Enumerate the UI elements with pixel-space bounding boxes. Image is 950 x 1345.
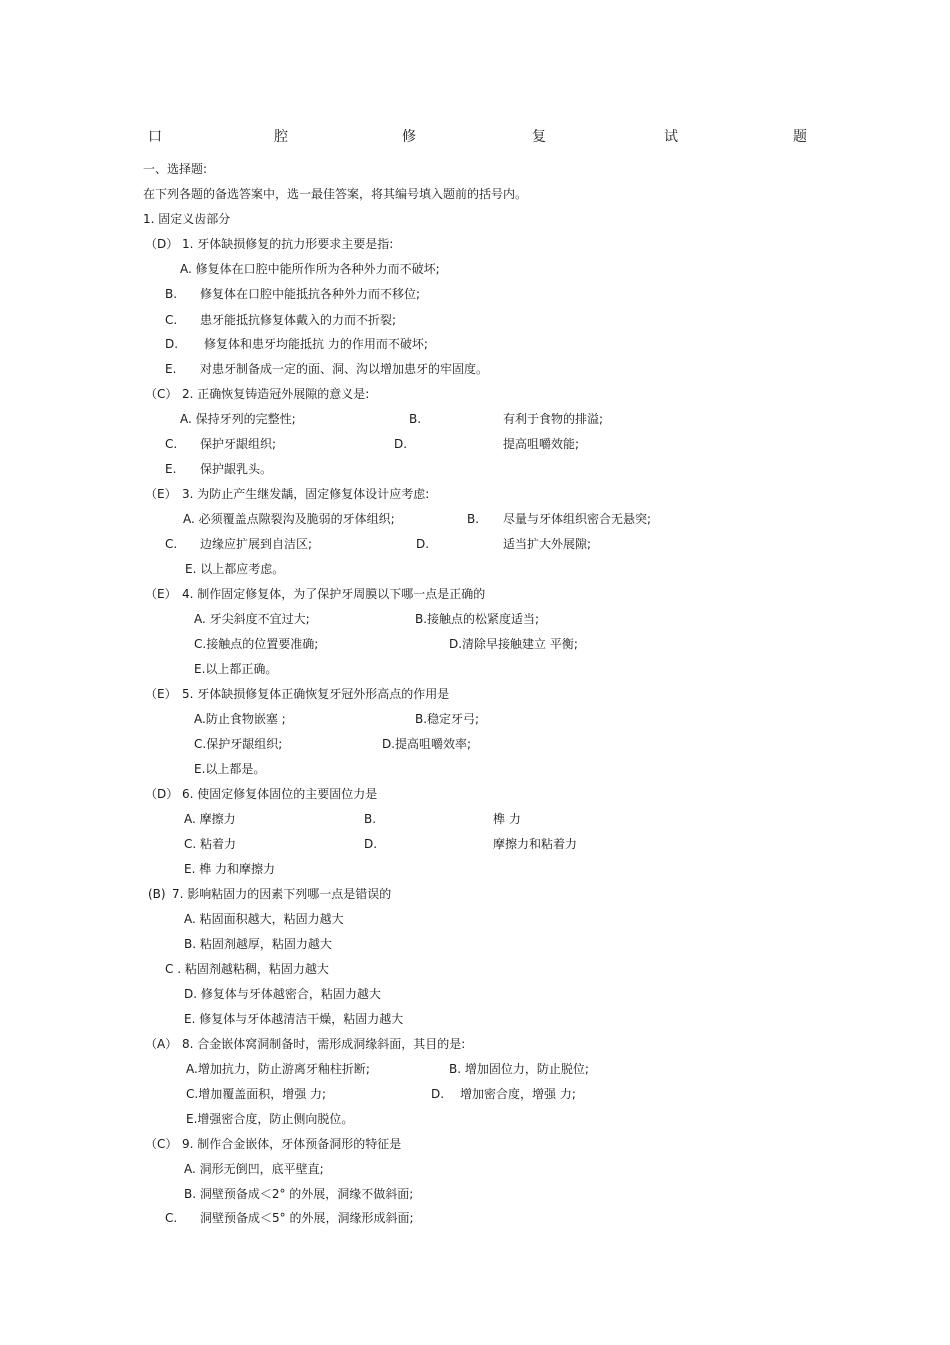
section-heading: 一、选择题: [143, 162, 208, 176]
document-title [148, 126, 808, 144]
title-char: 口 [148, 129, 162, 145]
answer-q4: （E） [145, 587, 177, 601]
option-letter: B. [364, 812, 377, 826]
option: B.接触点的松紧度适当; [415, 612, 540, 626]
option-letter: B. [467, 512, 480, 526]
option-letter: C. [165, 313, 178, 327]
option: 有利于食物的排溢; [503, 412, 604, 426]
title-char: 题 [793, 129, 807, 145]
option: D.清除早接触建立 平衡; [449, 637, 578, 651]
answer-q3: （E） [145, 487, 177, 501]
option: 适当扩大外展隙; [503, 537, 592, 551]
option: 提高咀嚼效能; [503, 437, 580, 451]
option: A.防止食物嵌塞 ; [194, 712, 286, 726]
question-q9: 9. 制作合金嵌体，牙体预备洞形的特征是 [182, 1137, 402, 1151]
part-heading: 1. 固定义齿部分 [143, 212, 231, 226]
answer-q1: （D） [145, 237, 179, 251]
option: 修复体在口腔中能抵抗各种外力而不移位; [200, 287, 421, 301]
question-q8: 8. 合金嵌体窝洞制备时，需形成洞缘斜面，其目的是: [182, 1037, 466, 1051]
option: A. 修复体在口腔中能所作所为各种外力而不破坏; [180, 262, 440, 276]
option: D.提高咀嚼效率; [382, 737, 472, 751]
answer-q8: （A） [145, 1037, 178, 1051]
option: E. 以上都应考虑。 [185, 562, 285, 576]
option-letter: C. [165, 537, 178, 551]
question-q1: 1. 牙体缺损修复的抗力形要求主要是指: [182, 237, 394, 251]
option: C.接触点的位置要准确; [194, 637, 319, 651]
option: A. 洞形无倒凹，底平壁直; [184, 1162, 324, 1176]
option-letter: E. [165, 462, 177, 476]
option: 榫 力 [493, 812, 521, 826]
option: E.以上都是。 [194, 762, 266, 776]
option: 边缘应扩展到自洁区; [200, 537, 313, 551]
answer-q7: (B) [148, 887, 166, 901]
option: 尽量与牙体组织密合无悬突; [503, 512, 652, 526]
title-char: 修 [402, 129, 416, 145]
option-letter: D. [364, 837, 378, 851]
option: A. 牙尖斜度不宜过大; [194, 612, 310, 626]
option: 增加密合度，增强 力; [460, 1087, 576, 1101]
option: B. 粘固剂越厚，粘固力越大 [184, 937, 332, 951]
option-letter: D. [416, 537, 430, 551]
option-letter: D. [431, 1087, 445, 1101]
option: 患牙能抵抗修复体戴入的力而不折裂; [200, 313, 397, 327]
option: A. 保持牙列的完整性; [180, 412, 296, 426]
option: E.以上都正确。 [194, 662, 278, 676]
question-q5: 5. 牙体缺损修复体正确恢复牙冠外形高点的作用是 [182, 687, 450, 701]
option: B. 增加固位力，防止脱位; [449, 1062, 589, 1076]
option: C.增加覆盖面积，增强 力; [186, 1087, 327, 1101]
answer-q5: （E） [145, 687, 177, 701]
option: D. 修复体与牙体越密合，粘固力越大 [184, 987, 381, 1001]
option: E. 修复体与牙体越清洁干燥，粘固力越大 [184, 1012, 404, 1026]
option-letter: D. [165, 337, 179, 351]
question-q6: 6. 使固定修复体固位的主要固位力是 [182, 787, 378, 801]
option-letter: B. [409, 412, 422, 426]
option: 摩擦力和粘着力 [493, 837, 578, 851]
option: A.增加抗力，防止游离牙釉柱折断; [186, 1062, 370, 1076]
option-letter: C. [165, 437, 178, 451]
instruction-text: 在下列各题的备选答案中，选一最佳答案，将其编号填入题前的括号内。 [143, 187, 528, 201]
option: 洞壁预备成＜5° 的外展，洞缘形成斜面; [200, 1211, 414, 1225]
title-char: 复 [532, 129, 546, 145]
option: B.稳定牙弓; [415, 712, 480, 726]
option: E. 榫 力和摩擦力 [184, 862, 276, 876]
option: A. 摩擦力 [184, 812, 236, 826]
answer-q9: （C） [145, 1137, 178, 1151]
option: 保护牙龈组织; [200, 437, 277, 451]
option-letter: D. [394, 437, 408, 451]
option: A. 必须覆盖点隙裂沟及脆弱的牙体组织; [183, 512, 395, 526]
option-letter: C. [165, 1211, 178, 1225]
option: 修复体和患牙均能抵抗 力的作用而不破坏; [204, 337, 428, 351]
option: E.增强密合度，防止侧向脱位。 [186, 1112, 354, 1126]
answer-q2: （C） [145, 387, 178, 401]
title-char: 腔 [274, 129, 288, 145]
option: C . 粘固剂越粘稠，粘固力越大 [165, 962, 329, 976]
option: 对患牙制备成一定的面、洞、沟以增加患牙的牢固度。 [200, 362, 489, 376]
option: C. 粘着力 [184, 837, 237, 851]
option-letter: B. [165, 287, 178, 301]
option: A. 粘固面积越大，粘固力越大 [184, 912, 344, 926]
question-q2: 2. 正确恢复铸造冠外展隙的意义是: [182, 387, 370, 401]
option: 保护龈乳头。 [200, 462, 273, 476]
option: C.保护牙龈组织; [194, 737, 283, 751]
option-letter: E. [165, 362, 177, 376]
question-q3: 3. 为防止产生继发龋，固定修复体设计应考虑: [182, 487, 430, 501]
answer-q6: （D） [145, 787, 179, 801]
question-q7: 7. 影响粘固力的因素下列哪一点是错误的 [172, 887, 392, 901]
option: B. 洞壁预备成＜2° 的外展，洞缘不做斜面; [184, 1187, 414, 1201]
question-q4: 4. 制作固定修复体，为了保护牙周膜以下哪一点是正确的 [182, 587, 486, 601]
title-char: 试 [664, 129, 678, 145]
